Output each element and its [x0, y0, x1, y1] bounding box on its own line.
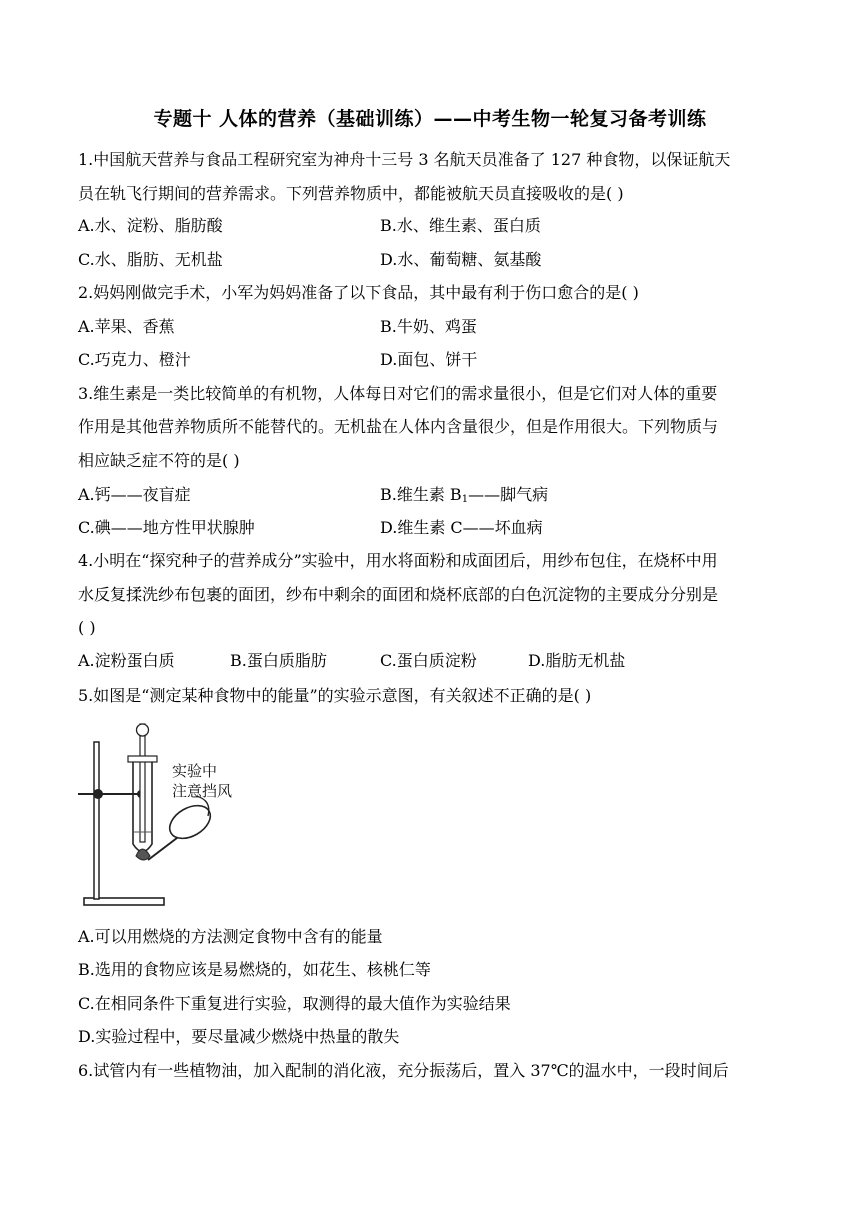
q4-stem-line-2: 水反复揉洗纱布包裹的面团，纱布中剩余的面团和烧杯底部的白色沉淀物的主要成分分别是	[78, 585, 719, 604]
q3-option-c: C.碘——地方性甲状腺肿	[78, 518, 255, 537]
q3-option-b-prefix: B.维生素 B	[380, 485, 462, 504]
clamp-knob	[93, 789, 103, 799]
q4-option-a: A.淀粉蛋白质	[78, 651, 175, 670]
q3-stem-line-3: 相应缺乏症不符的是( )	[78, 451, 240, 470]
q2-stem-line-1: 2.妈妈刚做完手术，小军为妈妈准备了以下食品，其中最有利于伤口愈合的是( )	[78, 283, 639, 302]
q4-stem-line-1: 4.小明在“探究种子的营养成分”实验中，用水将面粉和成面团后，用纱布包住，在烧杯中用	[78, 551, 718, 570]
q2-option-b: B.牛奶、鸡蛋	[380, 317, 477, 336]
q4-option-d: D.脂肪无机盐	[528, 651, 626, 670]
thermometer	[140, 724, 145, 842]
q6-stem-line-1: 6.试管内有一些植物油，加入配制的消化液，充分振荡后，置入 37℃的温水中，一段时间后	[78, 1061, 729, 1080]
page-title: 专题十 人体的营养（基础训练）——中考生物一轮复习备考训练	[153, 108, 707, 130]
stand-rod	[94, 742, 99, 899]
test-tube-stopper	[128, 756, 157, 762]
q2-option-c: C.巧克力、橙汁	[78, 350, 191, 369]
q3-stem-line-2: 作用是其他营养物质所不能替代的。无机盐在人体内含量很少，但是作用很大。下列物质与	[78, 417, 719, 436]
q1-option-c: C.水、脂肪、无机盐	[78, 250, 223, 269]
food-energy-apparatus-figure	[78, 714, 248, 914]
q2-option-a: A.苹果、香蕉	[78, 317, 175, 336]
q1-option-b: B.水、维生素、蛋白质	[380, 216, 541, 235]
q3-option-b	[380, 484, 548, 506]
q4-option-c: C.蛋白质淀粉	[380, 651, 477, 670]
q1-stem-line-2: 员在轨飞行期间的营养需求。下列营养物质中，都能被航天员直接吸收的是( )	[78, 184, 624, 203]
q2-option-d: D.面包、饼干	[380, 350, 478, 369]
q1-stem-line-1: 1.中国航天营养与食品工程研究室为神舟十三号 3 名航天员准备了 127 种食物，以保证航天	[78, 150, 731, 169]
q3-option-d: D.维生素 C——坏血病	[380, 518, 543, 537]
q3-option-b-suffix: ——脚气病	[468, 485, 549, 504]
q5-option-c: C.在相同条件下重复进行实验，取测得的最大值作为实验结果	[78, 994, 511, 1013]
q5-option-d: D.实验过程中，要尽量减少燃烧中热量的散失	[78, 1027, 400, 1046]
q3-stem-line-1: 3.维生素是一类比较简单的有机物，人体每日对它们的需求量很小，但是它们对人体的重要	[78, 384, 718, 403]
q3-option-b-subscript: 1	[461, 494, 469, 505]
q5-stem-line-1: 5.如图是“测定某种食物中的能量”的实验示意图，有关叙述不正确的是( )	[78, 686, 592, 705]
q1-option-a: A.水、淀粉、脂肪酸	[78, 216, 223, 235]
figure-label-line-2: 注意挡风	[172, 782, 233, 800]
figure-label-line-1: 实验中	[172, 762, 218, 780]
thermometer-top	[137, 724, 149, 736]
q5-option-b: B.选用的食物应该是易燃烧的，如花生、核桃仁等	[78, 960, 431, 979]
q3-option-a: A.钙——夜盲症	[78, 485, 191, 504]
q1-option-d: D.水、葡萄糖、氨基酸	[380, 250, 542, 269]
q5-option-a: A.可以用燃烧的方法测定食物中含有的能量	[78, 927, 383, 946]
q4-stem-line-3: ( )	[78, 618, 96, 637]
q4-option-b: B.蛋白质脂肪	[230, 651, 327, 670]
